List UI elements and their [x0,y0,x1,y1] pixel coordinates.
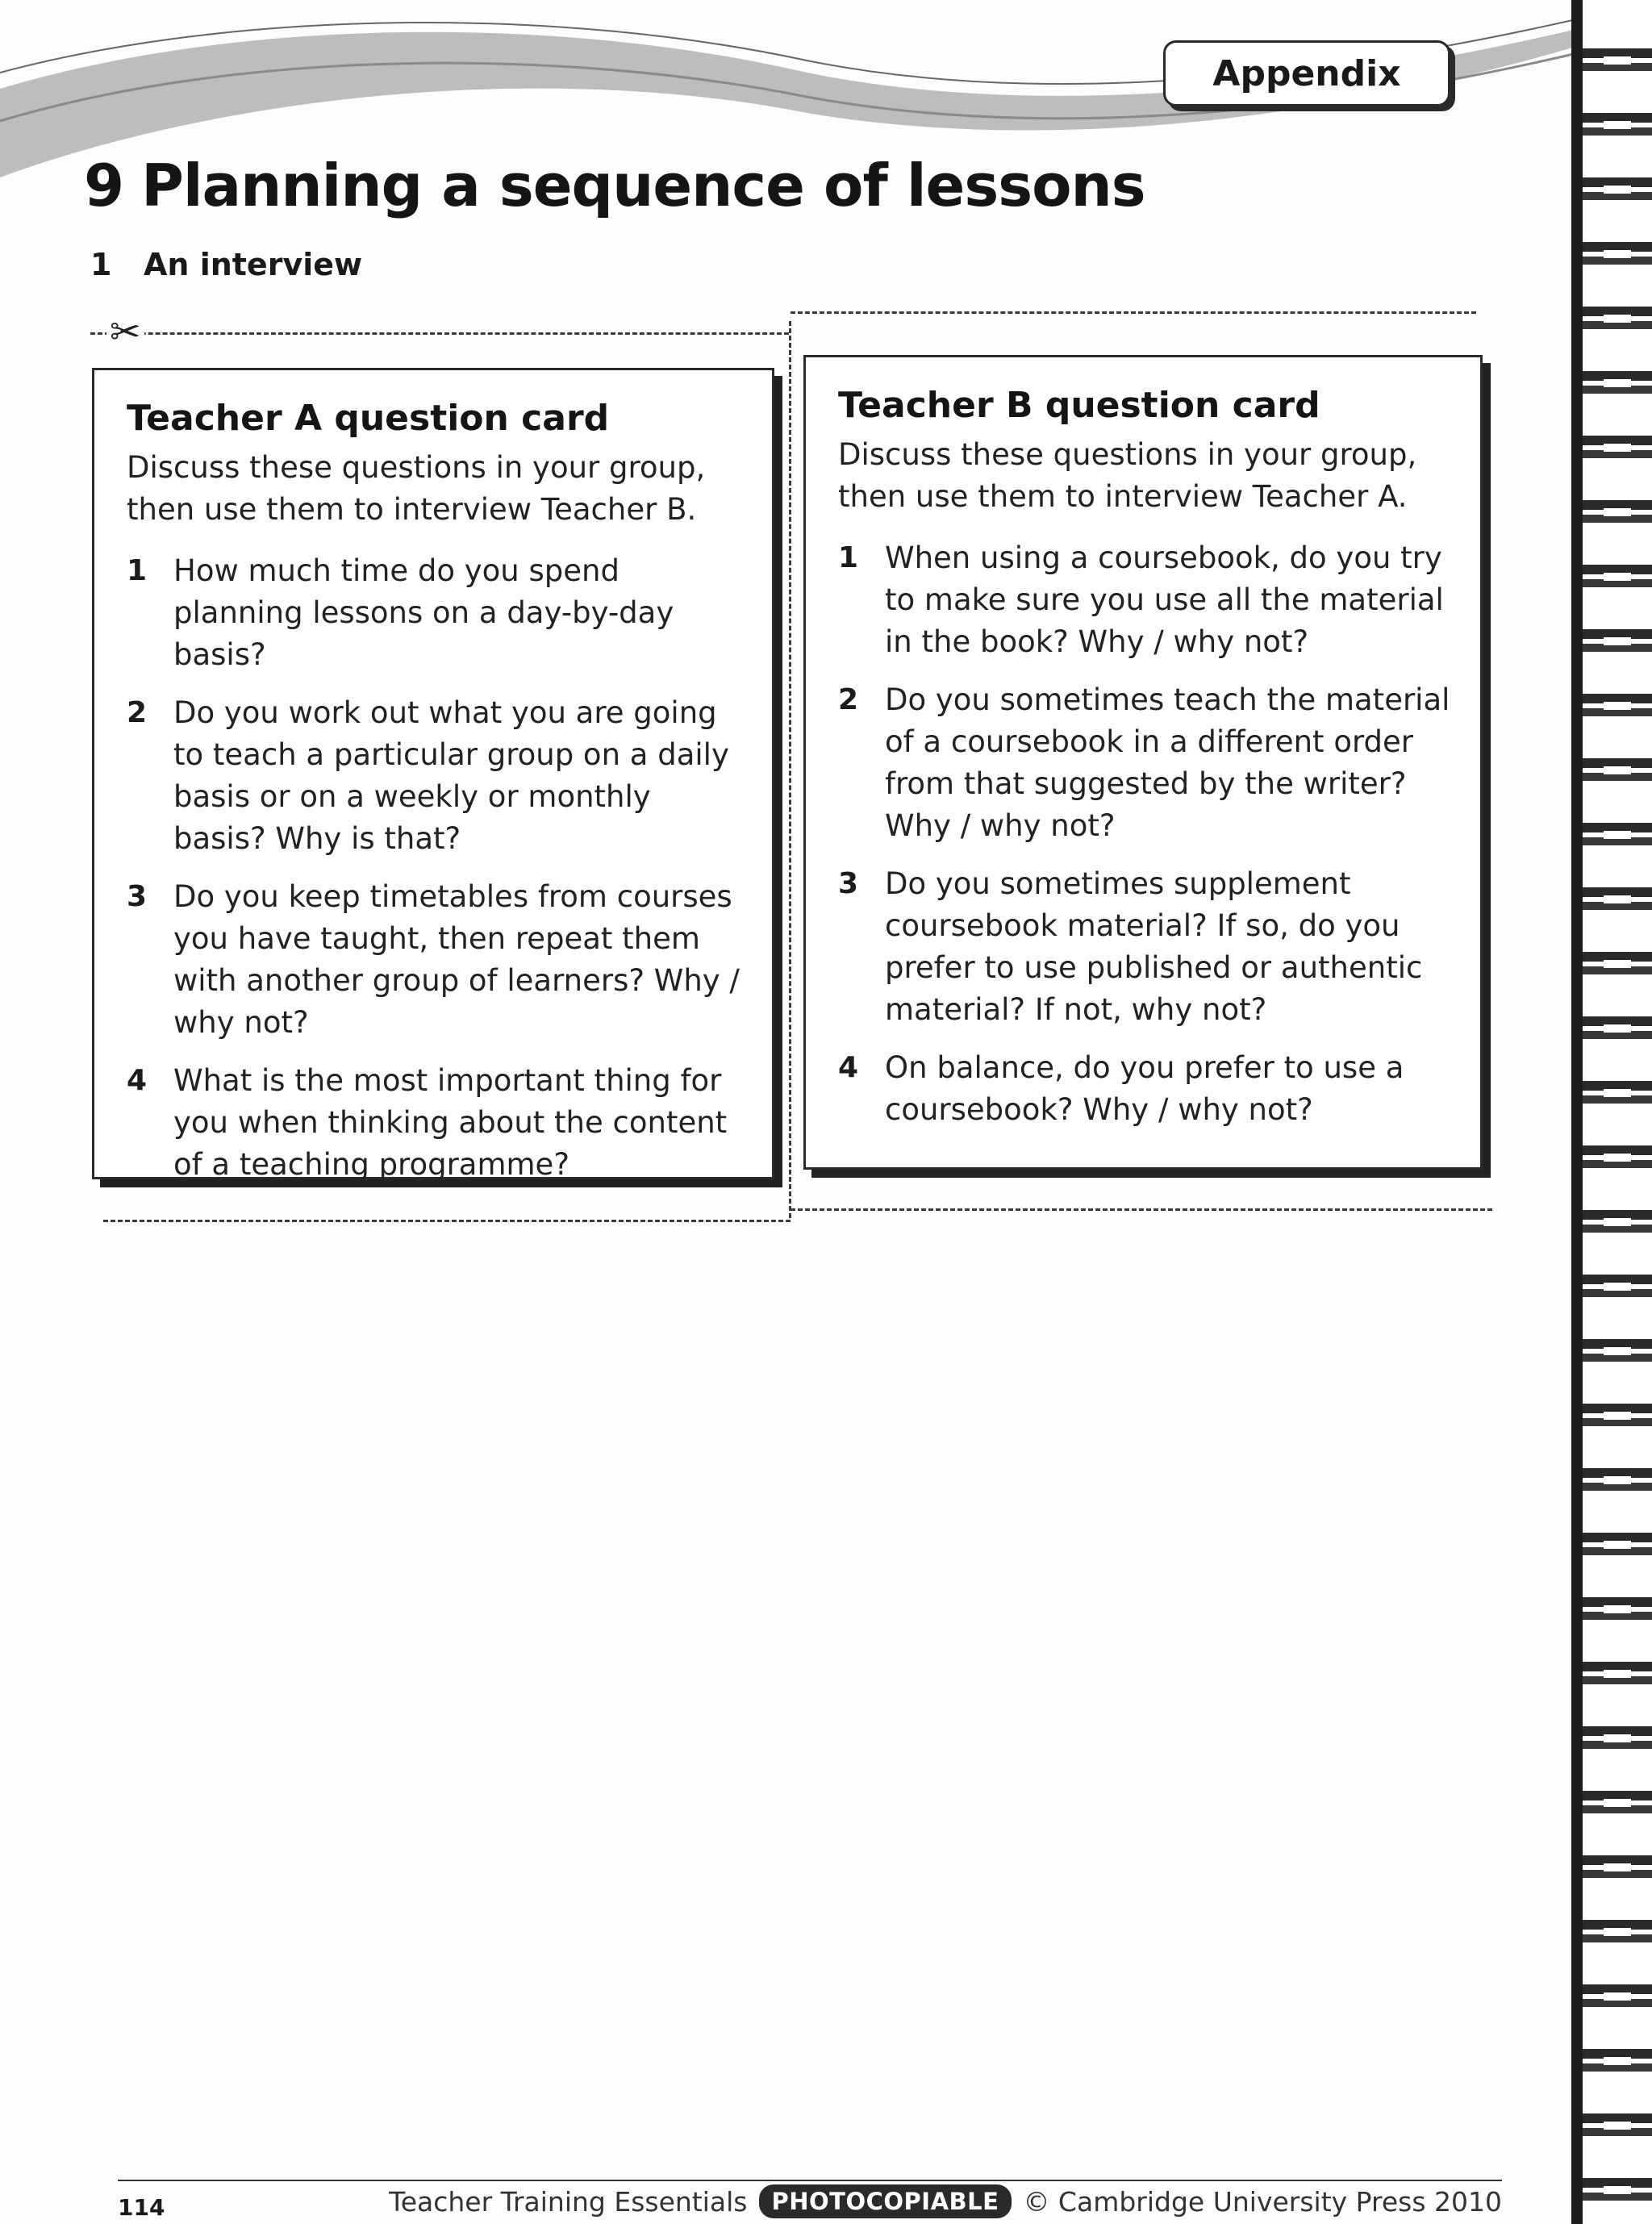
section-title: An interview [144,247,363,282]
question-list [127,550,743,1186]
page-number: 114 [118,2194,165,2221]
question-text: Do you work out what you are going to teach a particular group on a daily basis or on a weekly or monthly basis? Why is that? [173,695,729,856]
card-title: Teacher A question card [127,398,610,439]
chapter-title: Planning a sequence of lessons [141,152,1145,219]
question-item [127,1060,743,1186]
spiral-coil [1583,1468,1652,1491]
question-text: What is the most important thing for you when thinking about the content of a teaching programme? [173,1063,728,1182]
spiral-coil [1583,2113,1652,2136]
appendix-tab-label: Appendix [1212,52,1401,94]
question-number: 2 [127,696,148,729]
photocopiable-badge: PHOTOCOPIABLE [759,2184,1012,2218]
question-number: 4 [127,1064,148,1097]
spiral-coil [1583,565,1652,587]
spiral-coil [1583,1984,1652,2007]
spiral-coil [1583,1210,1652,1233]
spiral-coil [1583,2178,1652,2201]
spiral-coil [1583,1920,1652,1942]
page-title [84,152,1145,219]
spiral-coil [1583,629,1652,652]
spiral-coil [1583,2049,1652,2072]
spiral-coil [1583,1662,1652,1684]
footer-credits [389,2184,1502,2218]
appendix-tab [1163,40,1450,106]
spiral-coil [1583,1726,1652,1749]
question-item [127,876,743,1044]
spiral-coil [1583,242,1652,265]
spiral-coil [1583,1339,1652,1362]
question-item [838,679,1451,847]
spiral-coil [1583,1597,1652,1620]
footer-rule [118,2180,1502,2181]
teacher-a-card [92,368,774,1182]
spiral-coil [1583,48,1652,71]
spiral-coil [1583,758,1652,781]
spiral-coil [1583,887,1652,910]
cut-line-bottom-left [103,1220,791,1222]
chapter-number: 9 [84,152,124,219]
spiral-coil [1583,113,1652,136]
question-number: 1 [127,554,148,587]
question-item [127,550,743,676]
question-number: 1 [838,541,859,574]
teacher-b-card [803,355,1483,1170]
spiral-coil [1583,1404,1652,1426]
card-intro: Discuss these questions in your group, then use them to interview Teacher A. [838,437,1417,514]
question-text: On balance, do you prefer to use a coursebook? Why / why not? [885,1050,1404,1127]
spiral-coil [1583,823,1652,845]
cut-line-middle [789,321,791,1218]
question-text: How much time do you spend planning lessons on a day-by-day basis? [173,553,674,672]
book-title: Teacher Training Essentials [389,2185,748,2218]
spiral-coil [1583,1533,1652,1555]
question-text: When using a coursebook, do you try to make sure you use all the material in the book? Why / why not? [885,540,1444,659]
question-text: Do you sometimes teach the material of a coursebook in a different order from that suggested by the writer? Why / why not? [885,682,1450,843]
question-number: 4 [838,1051,859,1084]
section-heading [90,247,362,282]
question-item [838,863,1451,1031]
spiral-coil [1583,1016,1652,1039]
question-number: 3 [838,867,859,900]
question-list [838,537,1451,1131]
question-item [127,692,743,860]
spiral-coil [1583,694,1652,716]
spiral-coil [1583,1145,1652,1168]
scissors-icon: ✂ [106,313,144,350]
card-title: Teacher B question card [838,385,1320,426]
question-number: 3 [127,880,148,913]
card-intro: Discuss these questions in your group, then use them to interview Teacher B. [127,450,706,527]
cut-line-bottom-right [791,1208,1492,1211]
cut-line-top-left [90,332,789,335]
spiral-coil [1583,500,1652,523]
question-number: 2 [838,683,859,716]
spiral-coils [1571,0,1652,2224]
question-text: Do you keep timetables from courses you have taught, then repeat them with another group of learners? Why / why not? [173,879,740,1040]
question-item [838,1047,1451,1131]
spiral-coil [1583,371,1652,394]
cut-line-top-right [791,311,1476,314]
question-item [838,537,1451,663]
spiral-coil [1583,1275,1652,1297]
spiral-coil [1583,436,1652,458]
spiral-coil [1583,1855,1652,1878]
copyright-text: © Cambridge University Press 2010 [1023,2185,1502,2218]
spiral-coil [1583,1081,1652,1104]
spiral-coil [1583,307,1652,329]
spiral-coil [1583,1791,1652,1813]
spiral-coil [1583,952,1652,974]
section-number: 1 [90,247,112,282]
spiral-binding [1571,0,1652,2224]
spiral-coil [1583,177,1652,200]
question-text: Do you sometimes supplement coursebook material? If so, do you prefer to use published or authentic material? If not, why not? [885,866,1423,1027]
